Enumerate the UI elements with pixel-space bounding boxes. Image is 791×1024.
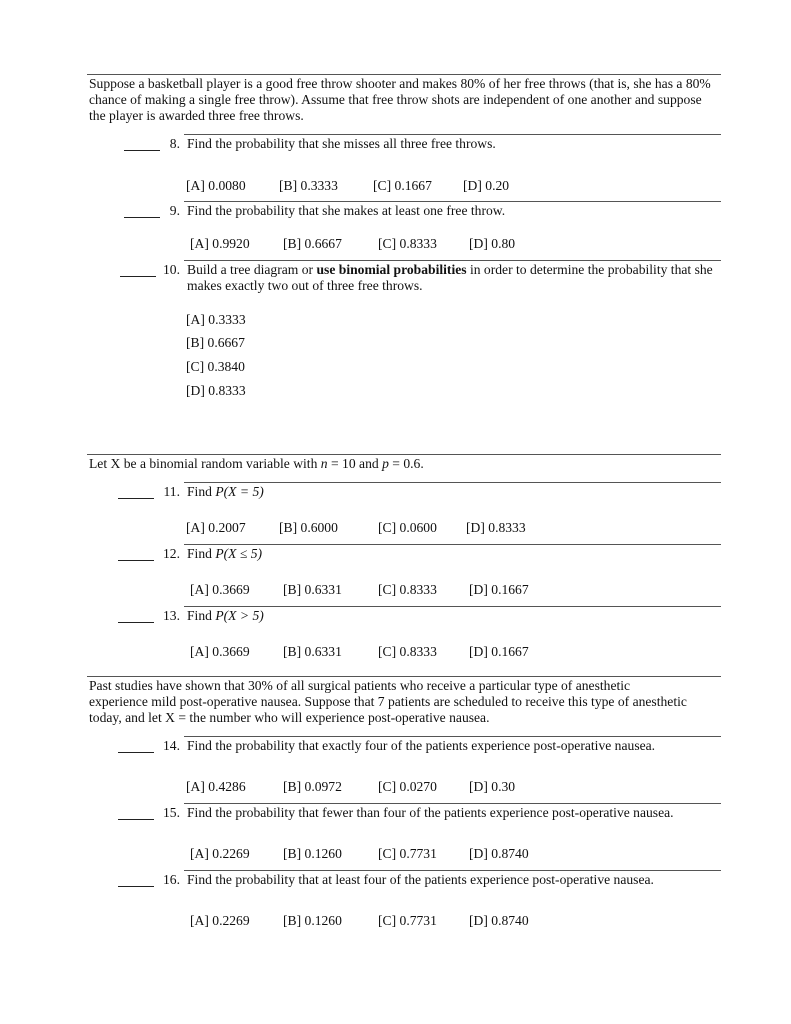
- question-number: 14.: [163, 738, 180, 753]
- n-value: = 10 and: [327, 456, 383, 471]
- n-variable: n: [320, 456, 328, 471]
- option-b: [B] 0.1260: [283, 913, 342, 928]
- option-a: [A] 0.9920: [190, 236, 250, 251]
- question-text: [187, 262, 722, 294]
- question-text: [187, 608, 727, 624]
- question-number: 9.: [169, 203, 180, 218]
- section-rule: [87, 454, 721, 455]
- option-b: [B] 0.6331: [283, 582, 342, 597]
- question-text-part: in order to determine the probability that she makes exactly two out of three free throws.: [187, 262, 713, 293]
- answer-blank-q11[interactable]: [118, 498, 154, 499]
- option-c: [C] 0.7731: [378, 846, 437, 861]
- p-value: = 0.6.: [388, 456, 424, 471]
- question-text: Find the probability that fewer than four of the patients experience post-operative nausea.: [187, 805, 674, 820]
- question-text: Find the probability that she misses all three free throws.: [187, 136, 496, 151]
- question-text: Find the probability that at least four of the patients experience post-operative nausea.: [187, 872, 654, 887]
- p-variable: p: [382, 456, 389, 471]
- option-d: [D] 0.8740: [469, 846, 529, 861]
- question-rule: [184, 870, 721, 871]
- question-number: 12.: [163, 546, 180, 561]
- question-rule: [184, 134, 721, 135]
- option-c: [C] 0.3840: [186, 359, 245, 374]
- option-a: [A] 0.2269: [190, 913, 250, 928]
- intro-anesthetic: Past studies have shown that 30% of all surgical patients who receive a particular type of anesthetic experience mild post-operative nausea. Suppose that 7 patients are scheduled to receive this type of anesthetic today, and let X = the number who will experience post-operative nausea.: [89, 678, 687, 725]
- option-d: [D] 0.8740: [469, 913, 529, 928]
- option-d: [D] 0.1667: [469, 582, 529, 597]
- intro-binomial: [89, 456, 719, 472]
- question-rule: [184, 482, 721, 483]
- answer-blank-q14[interactable]: [118, 752, 154, 753]
- question-rule: [184, 201, 721, 202]
- question-number: 11.: [163, 484, 180, 499]
- answer-blank-q13[interactable]: [118, 622, 154, 623]
- option-b: [B] 0.6331: [283, 644, 342, 659]
- section-rule: [87, 74, 721, 75]
- question-number: 10.: [163, 262, 180, 277]
- answer-blank-q16[interactable]: [118, 886, 154, 887]
- option-a: [A] 0.0080: [186, 178, 246, 193]
- question-rule: [184, 803, 721, 804]
- option-b: [B] 0.0972: [283, 779, 342, 794]
- answer-blank-q12[interactable]: [118, 560, 154, 561]
- question-rule: [184, 606, 721, 607]
- option-d: [D] 0.80: [469, 236, 516, 251]
- question-number: 8.: [169, 136, 180, 151]
- intro-basketball: Suppose a basketball player is a good free throw shooter and makes 80% of her free throws (that is, she has a 80% chance of making a single free throw). Assume that free throw shots are independent of one another and suppose the player is awarded three free throws.: [89, 76, 711, 123]
- question-text: [187, 484, 727, 500]
- option-a: [A] 0.3669: [190, 644, 250, 659]
- question-number: 16.: [163, 872, 180, 887]
- question-text-part: Build a tree diagram or: [187, 262, 317, 277]
- option-c: [C] 0.0600: [378, 520, 437, 535]
- question-rule: [184, 736, 721, 737]
- probability-expression: P(X > 5): [215, 608, 264, 623]
- option-a: [A] 0.2007: [186, 520, 246, 535]
- option-a: [A] 0.4286: [186, 779, 246, 794]
- find-label: Find: [187, 546, 216, 561]
- option-c: [C] 0.8333: [378, 644, 437, 659]
- option-a: [A] 0.3669: [190, 582, 250, 597]
- answer-blank-q15[interactable]: [118, 819, 154, 820]
- probability-expression: P(X = 5): [215, 484, 264, 499]
- option-c: [C] 0.7731: [378, 913, 437, 928]
- question-text: [187, 546, 727, 562]
- option-b: [B] 0.1260: [283, 846, 342, 861]
- option-c: [C] 0.1667: [373, 178, 432, 193]
- option-d: [D] 0.1667: [469, 644, 529, 659]
- question-text-bold: use binomial probabilities: [316, 262, 467, 277]
- option-b: [B] 0.6667: [283, 236, 342, 251]
- option-d: [D] 0.30: [469, 779, 516, 794]
- question-number: 15.: [163, 805, 180, 820]
- question-text: Find the probability that exactly four of the patients experience post-operative nausea.: [187, 738, 656, 753]
- option-b: [B] 0.6667: [186, 335, 245, 350]
- question-rule: [184, 260, 721, 261]
- option-c: [C] 0.8333: [378, 582, 437, 597]
- option-b: [B] 0.3333: [279, 178, 338, 193]
- option-a: [A] 0.3333: [186, 312, 246, 327]
- option-d: [D] 0.8333: [466, 520, 526, 535]
- find-label: Find: [187, 484, 216, 499]
- option-a: [A] 0.2269: [190, 846, 250, 861]
- question-rule: [184, 544, 721, 545]
- intro-text: Let X be a binomial random variable with: [89, 456, 321, 471]
- option-c: [C] 0.0270: [378, 779, 437, 794]
- probability-expression: P(X ≤ 5): [215, 546, 263, 561]
- option-d: [D] 0.8333: [186, 383, 246, 398]
- question-number: 13.: [163, 608, 180, 623]
- find-label: Find: [187, 608, 216, 623]
- question-text: Find the probability that she makes at least one free throw.: [187, 203, 506, 218]
- section-rule: [87, 676, 721, 677]
- option-b: [B] 0.6000: [279, 520, 338, 535]
- option-d: [D] 0.20: [463, 178, 510, 193]
- option-c: [C] 0.8333: [378, 236, 437, 251]
